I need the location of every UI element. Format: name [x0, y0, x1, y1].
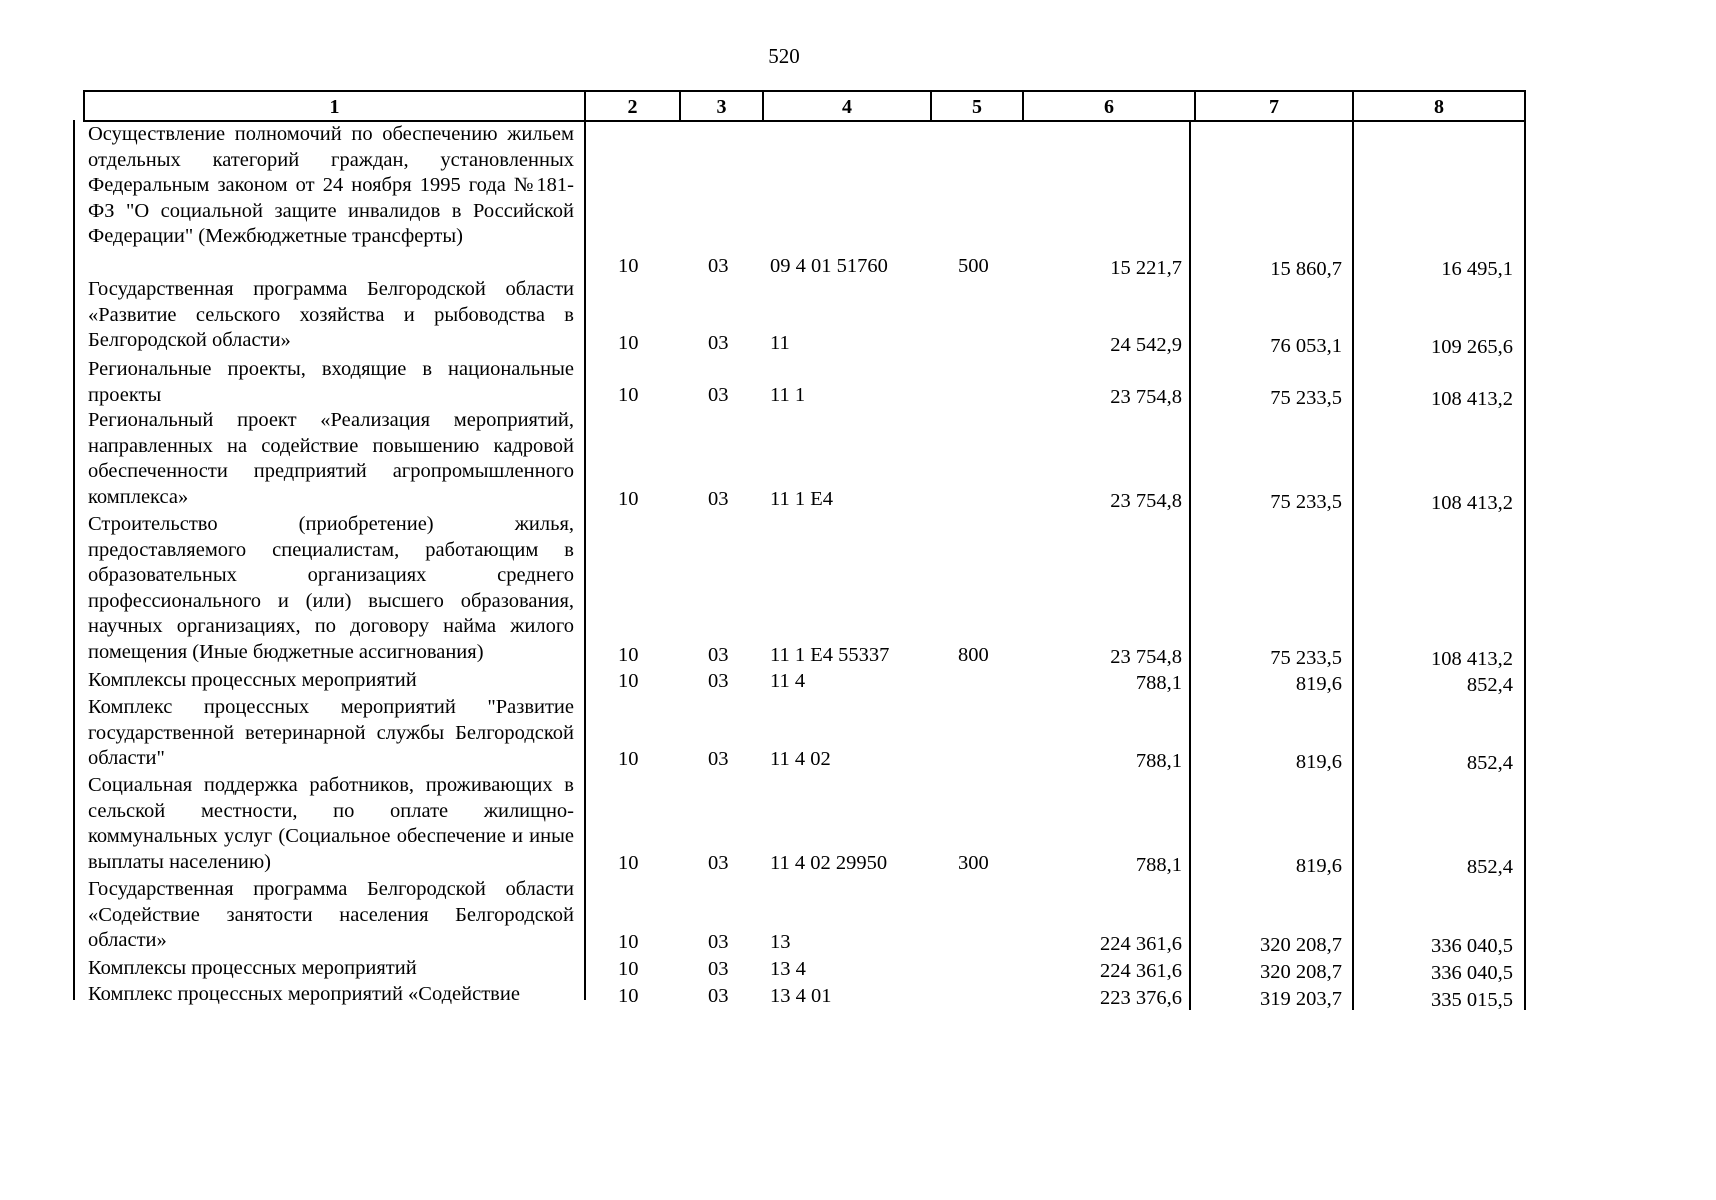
- row-value-col7: 819,6: [1295, 673, 1342, 695]
- row-description: Региональные проекты, входящие в национальные проекты: [88, 358, 574, 406]
- row-value-col6: 788,1: [1135, 672, 1182, 694]
- row-value-col6: 23 754,8: [1110, 490, 1182, 512]
- row-value-col8: 852,4: [1466, 856, 1513, 878]
- row-target-code: 13 4: [770, 958, 806, 980]
- row-section-code: 10: [618, 748, 639, 770]
- row-value-col6: 223 376,6: [1100, 987, 1182, 1009]
- row-section-code: 10: [618, 985, 639, 1007]
- row-description: Строительство (приобретение) жилья, предоставляемого специалистам, работающим в образовательных организациях среднего профессионального и (или) высшего образования, научных организациях, по договору найма жилого помещения (Иные бюджетные ассигнования): [88, 513, 574, 663]
- row-target-code: 11 1: [770, 384, 806, 406]
- row-target-code: 13 4 01: [770, 985, 832, 1007]
- row-expense-type: 500: [958, 255, 989, 277]
- row-value-col8: 16 495,1: [1441, 258, 1513, 280]
- row-description: Региональный проект «Реализация мероприятий, направленных на содействие повышению кадровой обеспеченности предприятий агропромышленного комплекса»: [88, 409, 574, 508]
- row-value-col7: 819,6: [1295, 855, 1342, 877]
- row-subsection-code: 03: [708, 332, 729, 354]
- column-rule: [1352, 90, 1354, 1010]
- row-value-col6: 224 361,6: [1100, 933, 1182, 955]
- row-value-col7: 819,6: [1295, 751, 1342, 773]
- row-section-code: 10: [618, 488, 639, 510]
- row-value-col6: 224 361,6: [1100, 960, 1182, 982]
- row-subsection-code: 03: [708, 931, 729, 953]
- column-header-1: 1: [329, 96, 340, 118]
- row-subsection-code: 03: [708, 852, 729, 874]
- row-section-code: 10: [618, 644, 639, 666]
- row-value-col6: 24 542,9: [1110, 334, 1182, 356]
- row-description: Комплекс процессных мероприятий «Содействие: [88, 983, 520, 1005]
- column-header-8: 8: [1434, 96, 1444, 118]
- column-header-3: 3: [716, 96, 727, 118]
- row-target-code: 11 4 02 29950: [770, 852, 888, 874]
- row-description: Осуществление полномочий по обеспечению жильем отдельных категорий граждан, установленных Федеральным законом от 24 ноября 1995 года №181-ФЗ "О социальной защите инвалидов в Российской Федерации" (Межбюджетные трансферты): [88, 123, 574, 247]
- row-value-col6: 788,1: [1135, 750, 1182, 772]
- row-target-code: 11: [770, 332, 790, 354]
- row-value-col8: 852,4: [1466, 674, 1513, 696]
- row-value-col8: 108 413,2: [1431, 388, 1513, 410]
- row-target-code: 11 4: [770, 670, 806, 692]
- row-section-code: 10: [618, 931, 639, 953]
- column-header-2: 2: [627, 96, 638, 118]
- row-description: Государственная программа Белгородской области «Развитие сельского хозяйства и рыбоводства в Белгородской области»: [88, 278, 574, 351]
- row-value-col6: 15 221,7: [1110, 257, 1182, 279]
- page-number: 520: [768, 44, 800, 68]
- row-value-col7: 320 208,7: [1260, 934, 1342, 956]
- column-header-6: 6: [1104, 96, 1114, 118]
- row-subsection-code: 03: [708, 670, 729, 692]
- row-subsection-code: 03: [708, 644, 729, 666]
- row-target-code: 11 1 E4 55337: [770, 644, 890, 666]
- row-value-col8: 852,4: [1466, 752, 1513, 774]
- row-description: Социальная поддержка работников, проживающих в сельской местности, по оплате жилищно-коммунальных услуг (Социальное обеспечение и иные выплаты населению): [88, 774, 574, 873]
- row-value-col7: 319 203,7: [1260, 988, 1342, 1010]
- row-value-col6: 23 754,8: [1110, 646, 1182, 668]
- row-section-code: 10: [618, 670, 639, 692]
- row-value-col8: 335 015,5: [1431, 989, 1513, 1011]
- row-value-col7: 75 233,5: [1270, 491, 1342, 513]
- row-target-code: 09 4 01 51760: [770, 255, 888, 277]
- row-value-col8: 336 040,5: [1431, 935, 1513, 957]
- row-section-code: 10: [618, 332, 639, 354]
- column-header-4: 4: [842, 96, 852, 118]
- row-value-col8: 108 413,2: [1431, 492, 1513, 514]
- row-subsection-code: 03: [708, 488, 729, 510]
- row-section-code: 10: [618, 958, 639, 980]
- row-value-col7: 75 233,5: [1270, 647, 1342, 669]
- row-value-col8: 109 265,6: [1431, 336, 1513, 358]
- row-subsection-code: 03: [708, 958, 729, 980]
- column-rule: [1524, 90, 1526, 1010]
- row-subsection-code: 03: [708, 255, 729, 277]
- column-header-5: 5: [972, 96, 982, 118]
- row-value-col7: 76 053,1: [1270, 335, 1342, 357]
- column-rule: [584, 90, 586, 1000]
- row-value-col8: 336 040,5: [1431, 962, 1513, 984]
- row-expense-type: 300: [958, 852, 989, 874]
- row-value-col6: 788,1: [1135, 854, 1182, 876]
- row-section-code: 10: [618, 255, 639, 277]
- row-description: Комплексы процессных мероприятий: [88, 669, 417, 691]
- row-value-col7: 320 208,7: [1260, 961, 1342, 983]
- column-header-7: 7: [1269, 96, 1279, 118]
- row-description: Государственная программа Белгородской области «Содействие занятости населения Белгородской области»: [88, 878, 574, 951]
- row-value-col8: 108 413,2: [1431, 648, 1513, 670]
- column-rule: [73, 120, 75, 1000]
- row-target-code: 11 4 02: [770, 748, 831, 770]
- row-subsection-code: 03: [708, 985, 729, 1007]
- row-value-col6: 23 754,8: [1110, 386, 1182, 408]
- row-description: Комплексы процессных мероприятий: [88, 957, 417, 979]
- row-section-code: 10: [618, 852, 639, 874]
- row-target-code: 11 1 E4: [770, 488, 834, 510]
- row-subsection-code: 03: [708, 748, 729, 770]
- row-section-code: 10: [618, 384, 639, 406]
- row-expense-type: 800: [958, 644, 989, 666]
- row-value-col7: 75 233,5: [1270, 387, 1342, 409]
- row-target-code: 13: [770, 931, 791, 953]
- column-rule: [1189, 120, 1191, 1010]
- row-value-col7: 15 860,7: [1270, 258, 1342, 280]
- row-subsection-code: 03: [708, 384, 729, 406]
- row-description: Комплекс процессных мероприятий "Развитие государственной ветеринарной службы Белгородской области": [88, 696, 574, 769]
